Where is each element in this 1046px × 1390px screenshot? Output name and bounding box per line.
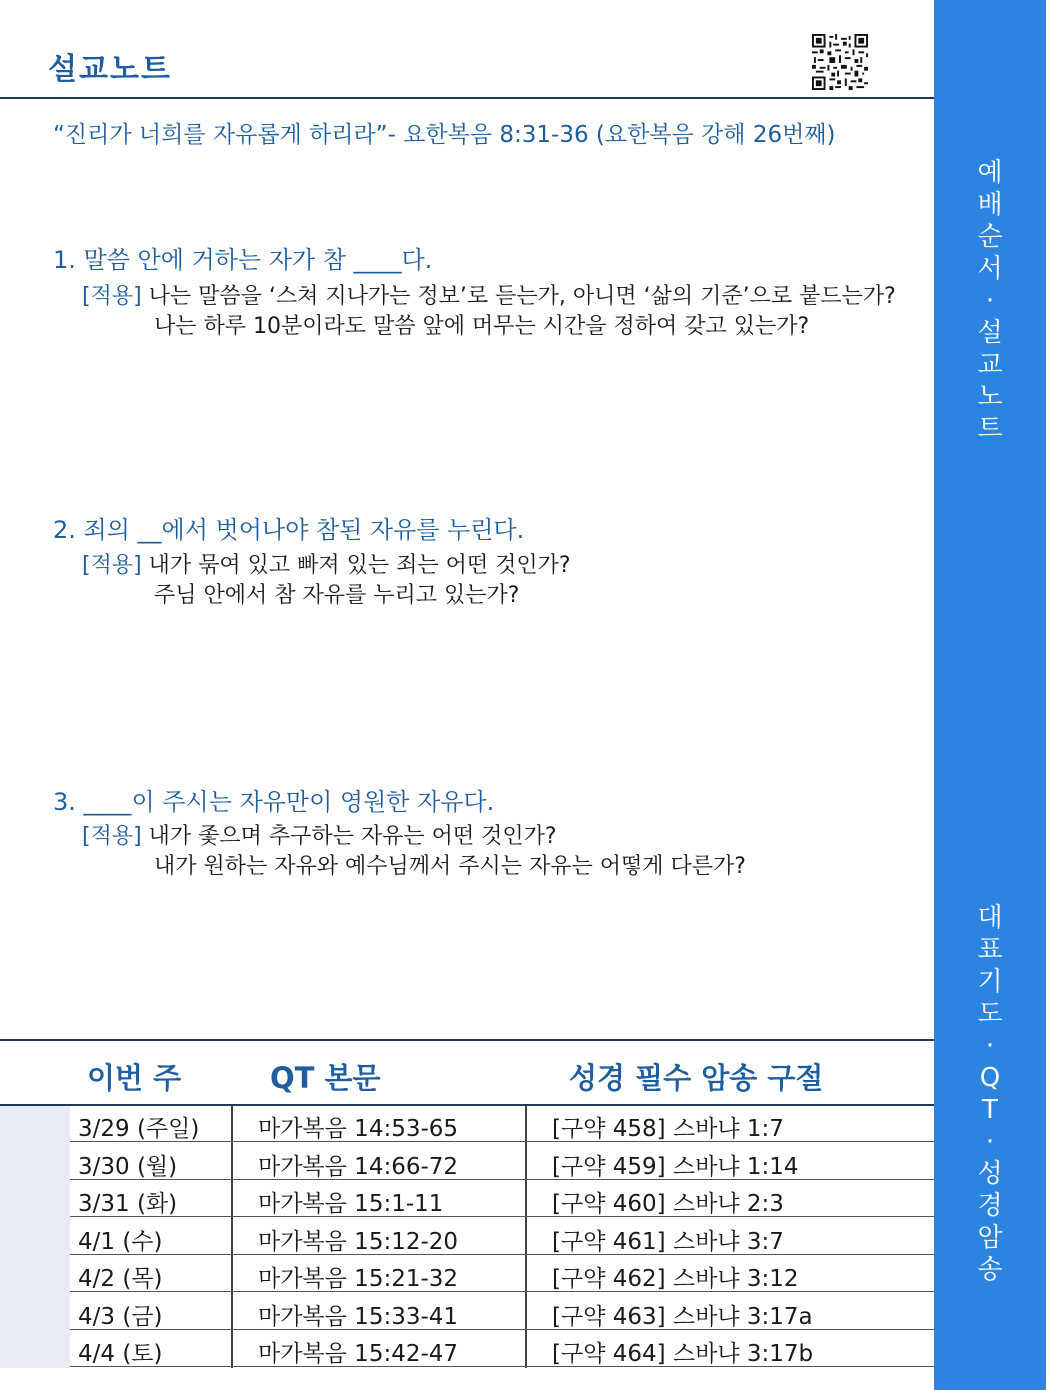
table-cell-qt: 마가복음 15:1-11: [258, 1191, 444, 1217]
row-divider: [70, 1141, 934, 1142]
application-line: [82, 282, 896, 312]
point-3-heading: 3. ____이 주시는 자유만이 영원한 자유다.: [53, 788, 495, 816]
row-divider: [70, 1179, 934, 1180]
table-cell-date: 3/31 (화): [78, 1191, 178, 1217]
table-cell-date: 4/4 (토): [78, 1341, 163, 1367]
row-divider: [70, 1216, 934, 1217]
row-divider: [70, 1254, 934, 1255]
table-header-memory-verse: 성경 필수 암송 구절: [569, 1061, 824, 1095]
table-cell-date: 4/2 (목): [78, 1266, 163, 1292]
table-header-week: 이번 주: [87, 1061, 182, 1095]
table-cell-date: 3/30 (월): [78, 1154, 178, 1180]
point-2-heading: 2. 죄의 __에서 벗어나야 참된 자유를 누린다.: [53, 516, 525, 544]
table-cell-qt: 마가복음 15:12-20: [258, 1229, 459, 1255]
application-tag: [적용]: [82, 553, 142, 578]
table-cell-verse: [구약 462] 스바냐 3:12: [552, 1266, 799, 1292]
table-cell-qt: 마가복음 14:66-72: [258, 1154, 459, 1180]
table-cell-verse: [구약 464] 스바냐 3:17b: [552, 1341, 814, 1367]
application-tag: [적용]: [82, 284, 142, 309]
table-cell-qt: 마가복음 15:21-32: [258, 1266, 459, 1292]
table-cell-verse: [구약 458] 스바냐 1:7: [552, 1116, 784, 1142]
table-cell-qt: 마가복음 14:53-65: [258, 1116, 459, 1142]
table-header-divider: [0, 1104, 934, 1106]
table-cell-qt: 마가복음 15:42-47: [258, 1341, 459, 1367]
point-1-application: [82, 282, 896, 342]
point-3-application: [82, 822, 746, 882]
table-header-qt: QT 본문: [270, 1061, 381, 1095]
sidebar-label-bottom[interactable]: 대 표 기 도 · Q T · 성 경 암 송: [977, 903, 1003, 1285]
header-divider: [0, 97, 934, 99]
table-margin-shade: [0, 1106, 70, 1368]
sidebar: [934, 0, 1046, 1390]
application-text: 내가 묶여 있고 빠져 있는 죄는 어떤 것인가?: [148, 553, 571, 578]
sermon-title: “진리가 너희를 자유롭게 하리라”- 요한복음 8:31-36 (요한복음 강해 26번째): [53, 122, 836, 148]
row-divider: [70, 1291, 934, 1292]
sidebar-label-top[interactable]: 예 배 순 서 · 설 교 노 트: [977, 158, 1003, 444]
table-cell-verse: [구약 460] 스바냐 2:3: [552, 1191, 784, 1217]
application-line-2: 나는 하루 10분이라도 말씀 앞에 머무는 시간을 정하여 갖고 있는가?: [154, 314, 810, 339]
application-text: 내가 좇으며 추구하는 자유는 어떤 것인가?: [148, 824, 557, 849]
table-top-divider: [0, 1039, 934, 1041]
qr-code-icon[interactable]: [812, 34, 868, 90]
application-line: [82, 822, 746, 852]
table-cell-verse: [구약 463] 스바냐 3:17a: [552, 1304, 813, 1330]
table-cell-date: 4/3 (금): [78, 1304, 163, 1330]
table-cell-date: 3/29 (주일): [78, 1116, 200, 1142]
application-line-2: 주님 안에서 참 자유를 누리고 있는가?: [154, 583, 520, 608]
application-text: 나는 말씀을 ‘스쳐 지나가는 정보’로 듣는가, 아니면 ‘삶의 기준’으로 붙드는가?: [148, 284, 896, 309]
point-2-application: [82, 551, 571, 611]
table-cell-verse: [구약 459] 스바냐 1:14: [552, 1154, 799, 1180]
point-1-heading: 1. 말씀 안에 거하는 자가 참 ____다.: [53, 246, 433, 274]
table-cell-qt: 마가복음 15:33-41: [258, 1304, 459, 1330]
table-cell-date: 4/1 (수): [78, 1229, 163, 1255]
application-line: [82, 551, 571, 581]
application-line-2: 내가 원하는 자유와 예수님께서 주시는 자유는 어떻게 다른가?: [154, 854, 746, 879]
table-cell-verse: [구약 461] 스바냐 3:7: [552, 1229, 784, 1255]
page-title: 설교노트: [48, 52, 172, 87]
application-tag: [적용]: [82, 824, 142, 849]
